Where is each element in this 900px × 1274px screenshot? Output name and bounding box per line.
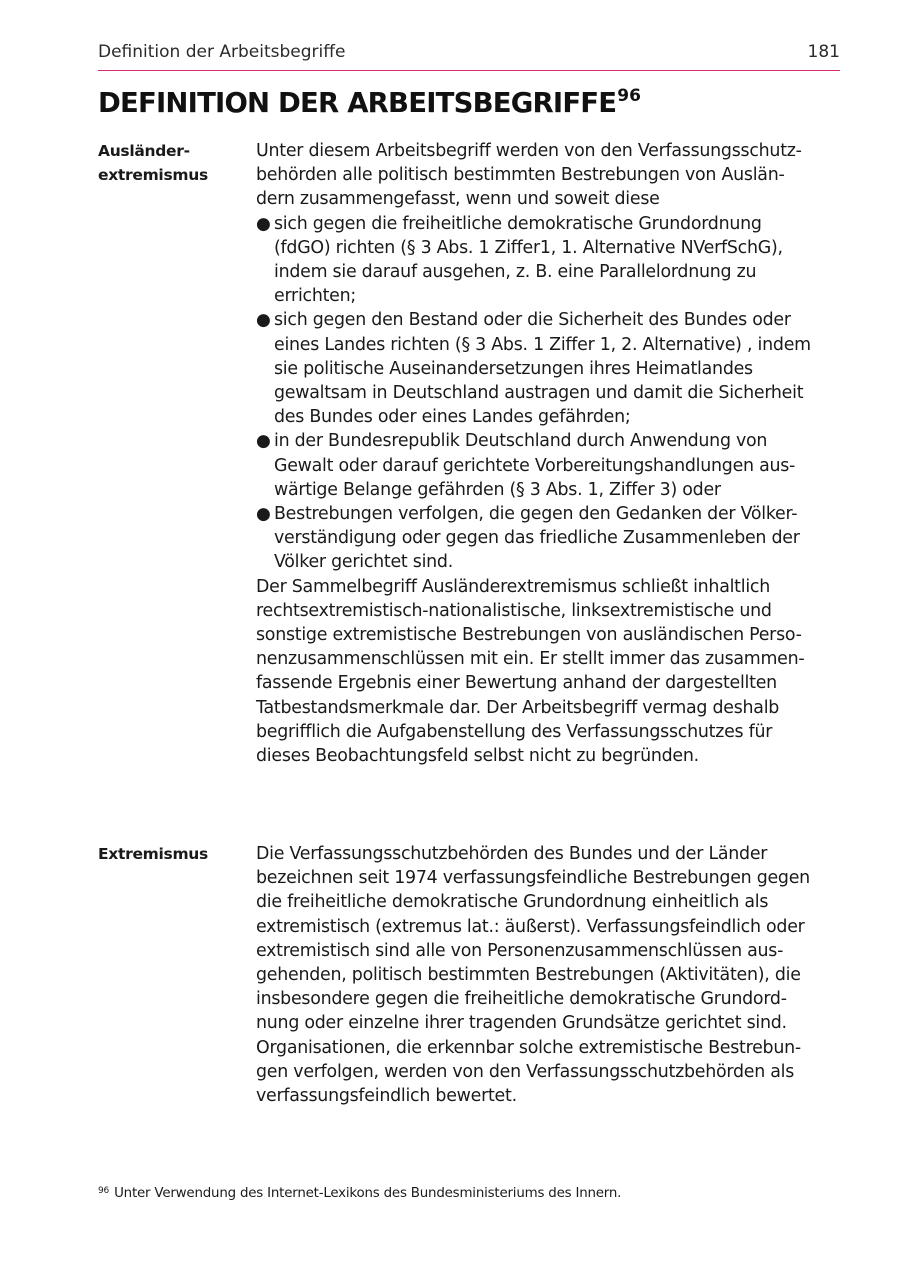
list-item-line: gewaltsam in Deutschland austragen und damit die Sicherheit xyxy=(274,383,804,404)
bullet-list xyxy=(256,212,846,575)
paragraph-line: fassende Ergebnis einer Bewertung anhand der dargestellten xyxy=(256,673,777,694)
paragraph-line: dern zusammengefasst, wenn und soweit diese xyxy=(256,189,660,210)
paragraph-line: nenzusammenschlüssen mit ein. Er stellt immer das zusammen- xyxy=(256,649,805,670)
term-line: Ausländer- xyxy=(98,142,190,160)
list-item-line: errichten; xyxy=(274,286,357,307)
paragraph-line: sonstige extremistische Bestrebungen von ausländischen Perso- xyxy=(256,625,802,646)
paragraph-line: Der Sammelbegriff Ausländerextremismus schließt inhaltlich xyxy=(256,576,770,597)
footnote-reference: 96 xyxy=(617,86,641,106)
list-item xyxy=(256,502,846,575)
paragraph-line: die freiheitliche demokratische Grundordnung einheitlich als xyxy=(256,892,769,913)
paragraph-line: Die Verfassungsschutzbehörden des Bundes und der Länder xyxy=(256,844,768,864)
paragraph-line: extremistisch (extremus lat.: äußerst). Verfassungsfeindlich oder xyxy=(256,916,805,937)
footnote xyxy=(98,1186,621,1201)
list-item-line: in der Bundesrepublik Deutschland durch Anwendung von xyxy=(274,431,768,452)
list-item xyxy=(256,212,846,309)
paragraph-line: gehenden, politisch bestimmten Bestrebungen (Aktivitäten), die xyxy=(256,965,801,986)
footnote-text: Unter Verwendung des Internet-Lexikons des Bundesministeriums des Innern. xyxy=(114,1186,622,1201)
paragraph-line: dieses Beobachtungsfeld selbst nicht zu begründen. xyxy=(256,746,699,767)
paragraph-line: bezeichnen seit 1974 verfassungsfeindliche Bestrebungen gegen xyxy=(256,868,810,889)
paragraph-line: rechtsextremistisch-nationalistische, linksextremistische und xyxy=(256,600,772,621)
page-title-text: DEFINITION DER ARBEITSBEGRIFFE xyxy=(98,87,617,119)
definition-term xyxy=(98,139,248,187)
list-item-line: (fdGO) richten (§ 3 Abs. 1 Ziffer1, 1. Alternative NVerfSchG), xyxy=(274,237,783,258)
list-item-line: des Bundes oder eines Landes gefährden; xyxy=(274,407,631,428)
list-item-line: Bestrebungen verfolgen, die gegen den Gedanken der Völker- xyxy=(274,504,798,525)
list-item-line: sich gegen den Bestand oder die Sicherheit des Bundes oder xyxy=(274,310,791,331)
list-item-line: wärtige Belange gefährden (§ 3 Abs. 1, Ziffer 3) oder xyxy=(274,479,721,500)
list-item-line: sich gegen die freiheitliche demokratische Grundordnung xyxy=(274,213,762,234)
list-item-line: Gewalt oder darauf gerichtete Vorbereitungshandlungen aus- xyxy=(274,455,796,476)
paragraph-line: behörden alle politisch bestimmten Bestrebungen von Auslän- xyxy=(256,165,785,186)
list-item-line: eines Landes richten (§ 3 Abs. 1 Ziffer 1, 2. Alternative) , indem xyxy=(274,334,811,355)
definition-body xyxy=(256,139,846,768)
paragraph-line: Organisationen, die erkennbar solche extremistische Bestrebun- xyxy=(256,1037,801,1058)
term-line: Extremismus xyxy=(98,845,208,863)
bullet-icon: ● xyxy=(256,504,271,525)
bullet-icon: ● xyxy=(256,213,271,234)
footnote-number: 96 xyxy=(98,1186,110,1196)
bullet-icon: ● xyxy=(256,310,271,331)
list-item-line: verständigung oder gegen das friedliche Zusammenleben der xyxy=(274,528,800,549)
page-number: 181 xyxy=(807,42,840,62)
definition-body xyxy=(256,842,846,1108)
list-item-line: sie politische Auseinandersetzungen ihres Heimatlandes xyxy=(274,358,753,379)
list-item xyxy=(256,308,846,429)
list-item-line: Völker gerichtet sind. xyxy=(274,552,453,573)
page-title xyxy=(98,86,641,119)
paragraph-line: verfassungsfeindlich bewertet. xyxy=(256,1086,517,1107)
paragraph-line: insbesondere gegen die freiheitliche demokratische Grundord- xyxy=(256,989,787,1010)
paragraph-line: Tatbestandsmerkmale dar. Der Arbeitsbegriff vermag deshalb xyxy=(256,697,780,718)
paragraph-line: extremistisch sind alle von Personenzusammenschlüssen aus- xyxy=(256,940,784,961)
definition-term xyxy=(98,842,248,866)
list-item xyxy=(256,429,846,502)
running-header xyxy=(98,42,840,71)
running-title: Definition der Arbeitsbegriffe xyxy=(98,42,346,62)
bullet-icon: ● xyxy=(256,431,271,452)
term-line: extremismus xyxy=(98,166,208,185)
paragraph-line: nung oder einzelne ihrer tragenden Grundsätze gerichtet sind. xyxy=(256,1013,787,1034)
paragraph-line: Unter diesem Arbeitsbegriff werden von den Verfassungsschutz- xyxy=(256,141,802,161)
paragraph-line: begrifflich die Aufgabenstellung des Verfassungsschutzes für xyxy=(256,721,773,742)
paragraph-line: gen verfolgen, werden von den Verfassungsschutzbehörden als xyxy=(256,1061,795,1082)
list-item-line: indem sie darauf ausgehen, z. B. eine Parallelordnung zu xyxy=(274,262,757,283)
